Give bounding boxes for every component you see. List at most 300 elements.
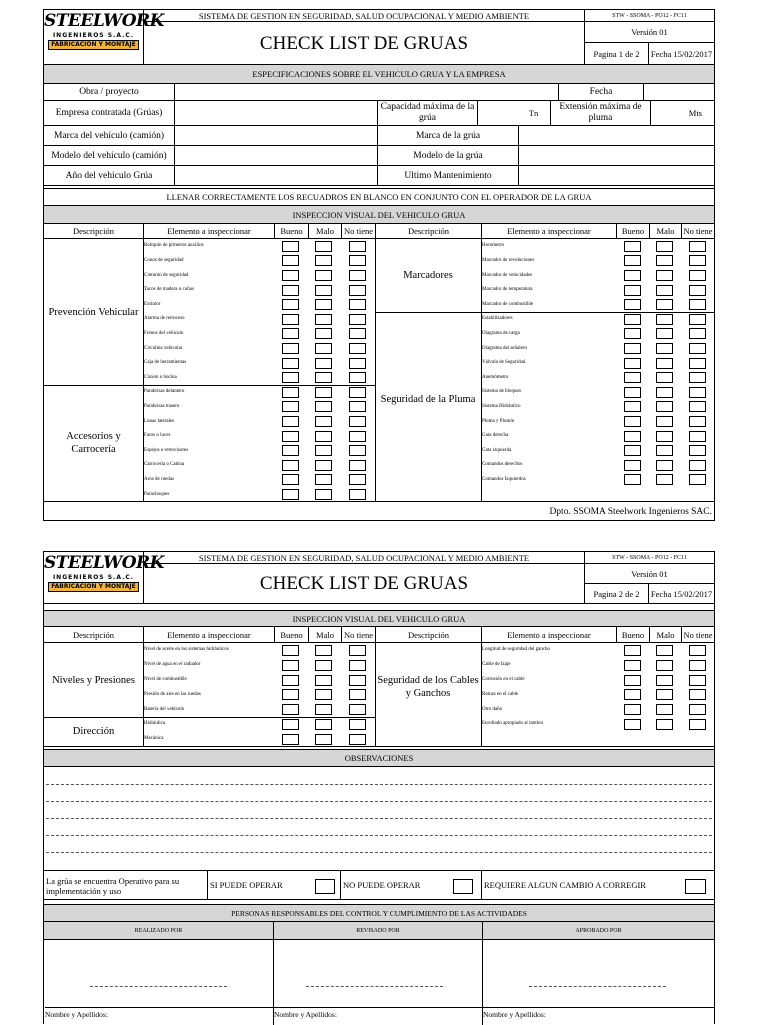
checklist-item-label: Nivel de agua en el radiador: [144, 662, 201, 668]
checkbox-bueno[interactable]: [624, 445, 641, 456]
checklist-item-label: Frenos del vehículo: [144, 330, 184, 336]
checkbox-no-tiene[interactable]: [349, 689, 366, 700]
inspection-title: INSPECCION VISUAL DEL VEHICULO GRUA: [44, 610, 714, 627]
col-elemento-right: Elemento a inspeccionar: [481, 224, 616, 238]
col-descripcion-right: Descripción: [375, 627, 481, 642]
checkbox-malo[interactable]: [656, 719, 673, 730]
checkbox-malo[interactable]: [656, 460, 673, 471]
document-date: Fecha 15/02/2017: [648, 43, 714, 65]
checkbox-bueno[interactable]: [282, 314, 299, 325]
checkbox-no-tiene[interactable]: [689, 416, 706, 427]
checkbox-bueno[interactable]: [282, 401, 299, 412]
logo-subtitle: INGENIEROS S.A.C.: [52, 574, 135, 581]
checkbox-no-tiene[interactable]: [689, 358, 706, 369]
group-niveles-y-presiones: Niveles y Presiones: [52, 674, 135, 686]
realizado-header: REALIZADO POR: [44, 922, 273, 940]
document-title: CHECK LIST DE GRUAS: [143, 22, 584, 65]
document-header: [44, 552, 714, 604]
checkbox-bueno[interactable]: [282, 299, 299, 310]
checkbox-malo[interactable]: [656, 689, 673, 700]
checkbox-bueno[interactable]: [624, 645, 641, 656]
fecha-label: Fecha: [558, 84, 643, 101]
checkbox-bueno[interactable]: [624, 241, 641, 252]
checkbox-malo[interactable]: [656, 343, 673, 354]
checkbox-no-tiene[interactable]: [349, 387, 366, 398]
col-elemento-right: Elemento a inspeccionar: [481, 627, 616, 642]
checklist-item-label: Diagrama del señalero: [482, 345, 527, 351]
checkbox-no-tiene[interactable]: [349, 343, 366, 354]
checklist-item-label: Faros o luces: [144, 433, 171, 439]
checkbox-malo[interactable]: [315, 299, 332, 310]
checkbox-malo[interactable]: [315, 270, 332, 281]
checkbox-malo[interactable]: [656, 416, 673, 427]
checkbox-no-tiene[interactable]: [689, 460, 706, 471]
checkbox-bueno[interactable]: [282, 734, 299, 745]
checkbox-no-tiene[interactable]: [689, 689, 706, 700]
checkbox-bueno[interactable]: [624, 719, 641, 730]
checklist-item-label: Mecánica: [144, 736, 164, 742]
logo-wordmark: STEELWORK: [44, 11, 164, 31]
checklist-item-label: Alarma de retroceso: [144, 316, 185, 322]
checkbox-no-tiene[interactable]: [349, 299, 366, 310]
checkbox-malo[interactable]: [656, 645, 673, 656]
modelo-grua-field[interactable]: [518, 146, 714, 166]
checkbox-bueno[interactable]: [282, 431, 299, 442]
checklist-item-label: Batería del vehículo: [144, 706, 185, 712]
checkbox-malo[interactable]: [315, 460, 332, 471]
group-prevencion-vehicular: Prevención Vehicular: [48, 306, 139, 318]
inspection-title: INSPECCION VISUAL DEL VEHICULO GRUA: [44, 206, 714, 224]
checkbox-no-tiene[interactable]: [349, 285, 366, 296]
checkbox-no-tiene[interactable]: [349, 401, 366, 412]
checkbox-malo[interactable]: [656, 314, 673, 325]
checkbox-bueno[interactable]: [282, 719, 299, 730]
checkbox-malo[interactable]: [315, 372, 332, 383]
checkbox-bueno[interactable]: [624, 431, 641, 442]
checkbox-bueno[interactable]: [282, 285, 299, 296]
checkbox-malo[interactable]: [656, 255, 673, 266]
checkbox-malo[interactable]: [315, 719, 332, 730]
company-logo: [44, 11, 164, 50]
checkbox-bueno[interactable]: [624, 270, 641, 281]
checklist-item-label: Cable de Izaje: [482, 662, 511, 668]
checklist-item-label: Comandos Izquierdos: [482, 476, 526, 482]
col-no-tiene: No tiene: [341, 224, 375, 238]
col-descripcion: Descripción: [72, 226, 115, 236]
document-title: CHECK LIST DE GRUAS: [143, 564, 584, 604]
checkbox-no-tiene[interactable]: [349, 270, 366, 281]
capacidad-field[interactable]: [477, 101, 517, 126]
checklist-item-label: Corrosión en el cable: [482, 677, 525, 682]
version-label: Versión 01: [584, 22, 714, 43]
checkbox-no-tiene[interactable]: [689, 660, 706, 671]
checkbox-bueno[interactable]: [624, 328, 641, 339]
page-1: [43, 9, 715, 521]
document-header: [44, 10, 714, 65]
checkbox-bueno[interactable]: [624, 299, 641, 310]
col-no-tiene-right: No tiene: [681, 627, 714, 642]
checklist-item-label: Rotura en el cable: [482, 691, 519, 697]
checkbox-no-tiene[interactable]: [689, 328, 706, 339]
checkbox-malo[interactable]: [656, 704, 673, 715]
checkbox-bueno[interactable]: [282, 358, 299, 369]
checklist-item-label: Lunas laterales: [144, 418, 175, 424]
status-cambio-label: REQUIERE ALGUN CAMBIO A CORREGIR: [481, 871, 714, 899]
nombre-revisado: Nombre y Apellidos:: [274, 1007, 482, 1019]
inspection-header-row: [44, 627, 714, 643]
checklist-item-label: Nivel de combustible: [144, 677, 187, 682]
system-title: SISTEMA DE GESTION EN SEGURIDAD, SALUD OCUPACIONAL Y MEDIO AMBIENTE: [143, 10, 584, 22]
anio-label: Año del vehículo Grúa: [44, 166, 174, 186]
checkbox-bueno[interactable]: [282, 445, 299, 456]
observaciones-title: OBSERVACIONES: [44, 749, 714, 767]
checkbox-malo[interactable]: [656, 445, 673, 456]
mts-unit: Mts: [650, 101, 714, 126]
checkbox-no-tiene[interactable]: [689, 314, 706, 325]
col-bueno: Bueno: [274, 224, 308, 238]
revisado-header: REVISADO POR: [273, 922, 482, 940]
page-2: [43, 551, 715, 1024]
nombre-realizado: Nombre y Apellidos:: [45, 1007, 273, 1019]
checkbox-no-tiene[interactable]: [349, 489, 366, 500]
signature-line-realizado[interactable]: [90, 986, 227, 987]
checkbox-malo[interactable]: [315, 645, 332, 656]
checkbox-malo[interactable]: [656, 358, 673, 369]
operational-status-row: [44, 870, 714, 900]
checkbox-no-tiene[interactable]: [689, 675, 706, 686]
checkbox-malo[interactable]: [315, 255, 332, 266]
checklist-item-label: Marcador de velocidades: [482, 272, 533, 278]
checkbox-bueno[interactable]: [282, 460, 299, 471]
logo-tagline: FABRICACION Y MONTAJE: [48, 40, 139, 50]
system-title: SISTEMA DE GESTION EN SEGURIDAD, SALUD OCUPACIONAL Y MEDIO AMBIENTE: [143, 552, 584, 564]
checklist-item-label: Marcador de combustible: [482, 301, 534, 307]
col-bueno: Bueno: [274, 627, 308, 642]
checklist-item-label: Sistema de bloqueo: [482, 389, 522, 395]
checkbox-malo[interactable]: [315, 314, 332, 325]
checkbox-malo[interactable]: [656, 299, 673, 310]
checkbox-malo[interactable]: [656, 401, 673, 412]
checklist-item-label: Pluma y Plumín: [482, 418, 515, 424]
extension-label: Extensión máxima de pluma: [550, 101, 650, 126]
checkbox-bueno[interactable]: [624, 343, 641, 354]
checkbox-no-tiene[interactable]: [349, 358, 366, 369]
col-descripcion: Descripción: [72, 629, 115, 640]
checkbox-malo[interactable]: [315, 445, 332, 456]
specs-table: [44, 84, 714, 196]
group-seguridad-de-la-pluma: Seguridad de la Pluma: [380, 394, 476, 406]
status-si-label: SI PUEDE OPERAR: [207, 871, 340, 899]
nombre-aprobado: Nombre y Apellidos:: [483, 1007, 714, 1019]
checklist-item-label: Conos de seguridad: [144, 257, 184, 263]
checkbox-no-tiene[interactable]: [349, 431, 366, 442]
checkbox-malo[interactable]: [315, 328, 332, 339]
checkbox-no-tiene[interactable]: [349, 372, 366, 383]
checklist-item-label: Enrollado apropiado al tambor: [482, 721, 544, 727]
checkbox-no-tiene[interactable]: [689, 431, 706, 442]
checklist-item-label: Claxon o bocina: [144, 374, 177, 380]
checkbox-bueno[interactable]: [282, 689, 299, 700]
checklist-item-label: Válvula de Seguridad: [482, 360, 526, 366]
checkbox-no-tiene[interactable]: [349, 328, 366, 339]
checkbox-malo[interactable]: [315, 689, 332, 700]
checkbox-bueno[interactable]: [624, 675, 641, 686]
col-elemento: Elemento a inspeccionar: [143, 224, 274, 238]
checkbox-no-tiene[interactable]: [689, 255, 706, 266]
checkbox-bueno[interactable]: [282, 474, 299, 485]
checkbox-malo[interactable]: [315, 416, 332, 427]
status-cambio-checkbox[interactable]: [685, 879, 706, 894]
checkbox-no-tiene[interactable]: [349, 660, 366, 671]
checklist-item-label: Caja de herramientas: [144, 360, 187, 366]
page-number: Pagina 1 de 2: [584, 43, 648, 65]
checkbox-malo[interactable]: [315, 387, 332, 398]
page-number: Pagina 2 de 2: [584, 584, 648, 604]
observation-line: [46, 835, 712, 836]
marca-camion-field[interactable]: [174, 126, 377, 146]
checkbox-malo[interactable]: [315, 675, 332, 686]
checkbox-no-tiene[interactable]: [689, 719, 706, 730]
checklist-item-label: Espejos o retrovisores: [144, 447, 189, 453]
checkbox-malo[interactable]: [656, 285, 673, 296]
checkbox-malo[interactable]: [315, 474, 332, 485]
checkbox-bueno[interactable]: [624, 387, 641, 398]
checkbox-no-tiene[interactable]: [689, 387, 706, 398]
checkbox-bueno[interactable]: [282, 645, 299, 656]
checkbox-no-tiene[interactable]: [349, 445, 366, 456]
col-descripcion-right: Descripción: [375, 224, 481, 238]
checkbox-bueno[interactable]: [624, 689, 641, 700]
checklist-item-label: Cinturón de seguridad: [144, 272, 189, 278]
modelo-camion-field[interactable]: [174, 146, 377, 166]
checkbox-bueno[interactable]: [624, 416, 641, 427]
checkbox-bueno[interactable]: [624, 255, 641, 266]
checkbox-malo[interactable]: [315, 401, 332, 412]
checkbox-bueno[interactable]: [282, 241, 299, 252]
logo-subtitle: INGENIEROS S.A.C.: [52, 32, 135, 39]
checkbox-malo[interactable]: [656, 675, 673, 686]
checkbox-malo[interactable]: [315, 343, 332, 354]
checkbox-no-tiene[interactable]: [689, 343, 706, 354]
group-direccion: Dirección: [72, 726, 115, 738]
status-no-checkbox[interactable]: [453, 879, 473, 894]
checkbox-no-tiene[interactable]: [689, 704, 706, 715]
checklist-item-label: Aros de ruedas: [144, 476, 174, 482]
observation-line: [46, 801, 712, 802]
checkbox-malo[interactable]: [656, 372, 673, 383]
footer-department: Dpto. SSOMA Steelwork Ingenieros SAC.: [549, 507, 712, 517]
checkbox-bueno[interactable]: [624, 285, 641, 296]
signature-line-revisado[interactable]: [306, 986, 443, 987]
inspection-header-row: [44, 224, 714, 239]
checkbox-malo[interactable]: [315, 285, 332, 296]
checkbox-bueno[interactable]: [282, 416, 299, 427]
empresa-label: Empresa contratada (Grúas): [44, 101, 174, 126]
checkbox-malo[interactable]: [656, 387, 673, 398]
checkbox-no-tiene[interactable]: [349, 645, 366, 656]
group-seguridad-de-los-cables-y-ganchos: Seguridad de los Cables y Ganchos: [377, 675, 479, 700]
checklist-item-label: Botiquín de primeros auxilios: [144, 243, 204, 249]
col-malo-right: Malo: [649, 224, 681, 238]
instruction-text: LLENAR CORRECTAMENTE LOS RECUADROS EN BLANCO EN CONJUNTO CON EL OPERADOR DE LA GRUA: [44, 188, 714, 206]
document-code: STW - SSOMA - PO12 - FC11: [584, 10, 714, 22]
checkbox-bueno[interactable]: [624, 372, 641, 383]
checkbox-no-tiene[interactable]: [689, 270, 706, 281]
checkbox-no-tiene[interactable]: [349, 416, 366, 427]
checklist-item-label: Parachoques: [144, 491, 170, 497]
logo-wordmark: STEELWORK: [44, 553, 164, 573]
checklist-item-label: Diagrama de carga: [482, 330, 520, 336]
tn-unit: Tn: [517, 101, 550, 126]
checkbox-malo[interactable]: [315, 431, 332, 442]
modelo-camion-label: Modelo del vehículo (camión): [44, 146, 174, 166]
checklist-item-label: Gata izquierda: [482, 447, 512, 453]
col-malo-right: Malo: [649, 627, 681, 642]
checkbox-bueno[interactable]: [282, 704, 299, 715]
checklist-item-label: Anemómetro: [482, 374, 509, 380]
checkbox-bueno[interactable]: [282, 675, 299, 686]
checkbox-malo[interactable]: [315, 358, 332, 369]
checklist-item-label: Tacos de madera o cuñas: [144, 287, 194, 293]
mantenimiento-label: Ultimo Mantenimiento: [377, 166, 518, 186]
checkbox-no-tiene[interactable]: [689, 299, 706, 310]
checkbox-bueno[interactable]: [282, 489, 299, 500]
checkbox-bueno[interactable]: [282, 255, 299, 266]
checklist-item-label: Parabrisas trasero: [144, 403, 180, 409]
checklist-item-label: Horometro: [482, 243, 504, 249]
marca-grua-field[interactable]: [518, 126, 714, 146]
fecha-field[interactable]: [643, 84, 714, 101]
specs-section-title: ESPECIFICACIONES SOBRE EL VEHICULO GRUA Y LA EMPRESA: [44, 65, 714, 84]
observaciones-area[interactable]: [44, 767, 714, 870]
observation-line: [46, 818, 712, 819]
responsables-title: PERSONAS RESPONSABLES DEL CONTROL Y CUMPLIMIENTO DE LAS ACTIVIDADES: [44, 904, 714, 922]
checkbox-bueno[interactable]: [282, 372, 299, 383]
checklist-item-label: Carrocería o Cabina: [144, 462, 185, 468]
checkbox-malo[interactable]: [656, 660, 673, 671]
status-si-checkbox[interactable]: [315, 879, 335, 894]
anio-field[interactable]: [174, 166, 377, 186]
checkbox-malo[interactable]: [656, 431, 673, 442]
checklist-item-label: Longitud de seguridad del gancho: [482, 647, 551, 653]
capacidad-label: Capacidad máxima de la grúa: [377, 101, 477, 126]
document-code: STW - SSOMA - PO12 - FC11: [584, 552, 714, 564]
col-malo: Malo: [308, 627, 341, 642]
checkbox-no-tiene[interactable]: [349, 734, 366, 745]
checkbox-malo[interactable]: [315, 704, 332, 715]
version-label: Versión 01: [584, 564, 714, 584]
col-malo: Malo: [308, 224, 341, 238]
checkbox-no-tiene[interactable]: [689, 445, 706, 456]
checkbox-no-tiene[interactable]: [349, 255, 366, 266]
checkbox-malo[interactable]: [656, 328, 673, 339]
checkbox-no-tiene[interactable]: [349, 241, 366, 252]
checkbox-no-tiene[interactable]: [689, 285, 706, 296]
status-question: La grúa se encuentra Operativo para su implementación y uso: [46, 876, 180, 896]
inspection-body: [44, 643, 714, 747]
group-accesorios-y-carroceria: Accesorios y Carrocería: [66, 431, 121, 456]
checkbox-no-tiene[interactable]: [689, 401, 706, 412]
checklist-item-label: Circulina vehicular: [144, 345, 183, 351]
col-no-tiene-right: No tiene: [681, 224, 714, 238]
checkbox-bueno[interactable]: [624, 704, 641, 715]
signature-area: [44, 940, 714, 1025]
checkbox-no-tiene[interactable]: [349, 460, 366, 471]
checklist-item-label: Parabrisas delantero: [144, 389, 185, 395]
checkbox-bueno[interactable]: [282, 660, 299, 671]
group-marcadores: Marcadores: [403, 270, 453, 281]
checkbox-malo[interactable]: [315, 489, 332, 500]
company-logo: [44, 553, 164, 592]
checklist-item-label: Otro daño: [482, 706, 503, 712]
observation-line: [46, 852, 712, 853]
marca-camion-label: Marca del vehículo (camión): [44, 126, 174, 146]
checkbox-bueno[interactable]: [624, 460, 641, 471]
checklist-item-label: Marcador de revoluciones: [482, 257, 535, 263]
checklist-item-label: Extintor: [144, 301, 161, 307]
checkbox-malo[interactable]: [656, 474, 673, 485]
obra-field[interactable]: [174, 84, 558, 101]
checklist-item-label: Comandos derechos: [482, 462, 523, 468]
checkbox-malo[interactable]: [656, 241, 673, 252]
checklist-item-label: Presión de aire en las ruedas: [144, 691, 201, 697]
col-bueno-right: Bueno: [616, 224, 649, 238]
marca-grua-label: Marca de la grúa: [377, 126, 518, 146]
checkbox-no-tiene[interactable]: [349, 704, 366, 715]
logo-tagline: FABRICACION Y MONTAJE: [48, 582, 139, 592]
obra-label: Obra / proyecto: [44, 84, 174, 101]
checkbox-no-tiene[interactable]: [349, 474, 366, 485]
checkbox-malo[interactable]: [315, 241, 332, 252]
checklist-item-label: Hidráulica: [144, 721, 166, 727]
aprobado-header: APROBADO POR: [482, 922, 714, 940]
checkbox-malo[interactable]: [315, 660, 332, 671]
checkbox-no-tiene[interactable]: [689, 645, 706, 656]
col-bueno-right: Bueno: [616, 627, 649, 642]
checkbox-bueno[interactable]: [624, 660, 641, 671]
observation-line: [46, 784, 712, 785]
checkbox-bueno[interactable]: [282, 328, 299, 339]
checkbox-malo[interactable]: [656, 270, 673, 281]
checkbox-no-tiene[interactable]: [349, 719, 366, 730]
checkbox-bueno[interactable]: [624, 358, 641, 369]
checkbox-no-tiene[interactable]: [689, 474, 706, 485]
mantenimiento-field[interactable]: [518, 166, 714, 186]
checkbox-bueno[interactable]: [624, 474, 641, 485]
checkbox-malo[interactable]: [315, 734, 332, 745]
checkbox-bueno[interactable]: [282, 387, 299, 398]
checklist-item-label: Sistema Hidráulico: [482, 403, 521, 409]
empresa-field[interactable]: [174, 101, 377, 126]
checkbox-no-tiene[interactable]: [689, 372, 706, 383]
checkbox-bueno[interactable]: [624, 314, 641, 325]
inspection-body: [44, 239, 714, 502]
checkbox-no-tiene[interactable]: [349, 675, 366, 686]
checklist-item-label: Gata derecha: [482, 433, 509, 439]
checklist-item-label: Nivel de aceite en los sistemas hidráulicos: [144, 647, 229, 653]
checkbox-bueno[interactable]: [624, 401, 641, 412]
checkbox-no-tiene[interactable]: [689, 241, 706, 252]
checkbox-bueno[interactable]: [282, 343, 299, 354]
checkbox-no-tiene[interactable]: [349, 314, 366, 325]
checklist-item-label: Marcador de temperatura: [482, 287, 533, 293]
signature-line-aprobado[interactable]: [529, 986, 666, 987]
status-no-label: NO PUEDE OPERAR: [340, 871, 481, 899]
modelo-grua-label: Modelo de la grúa: [377, 146, 518, 166]
checkbox-bueno[interactable]: [282, 270, 299, 281]
col-no-tiene: No tiene: [341, 627, 375, 642]
document-date: Fecha 15/02/2017: [648, 584, 714, 604]
